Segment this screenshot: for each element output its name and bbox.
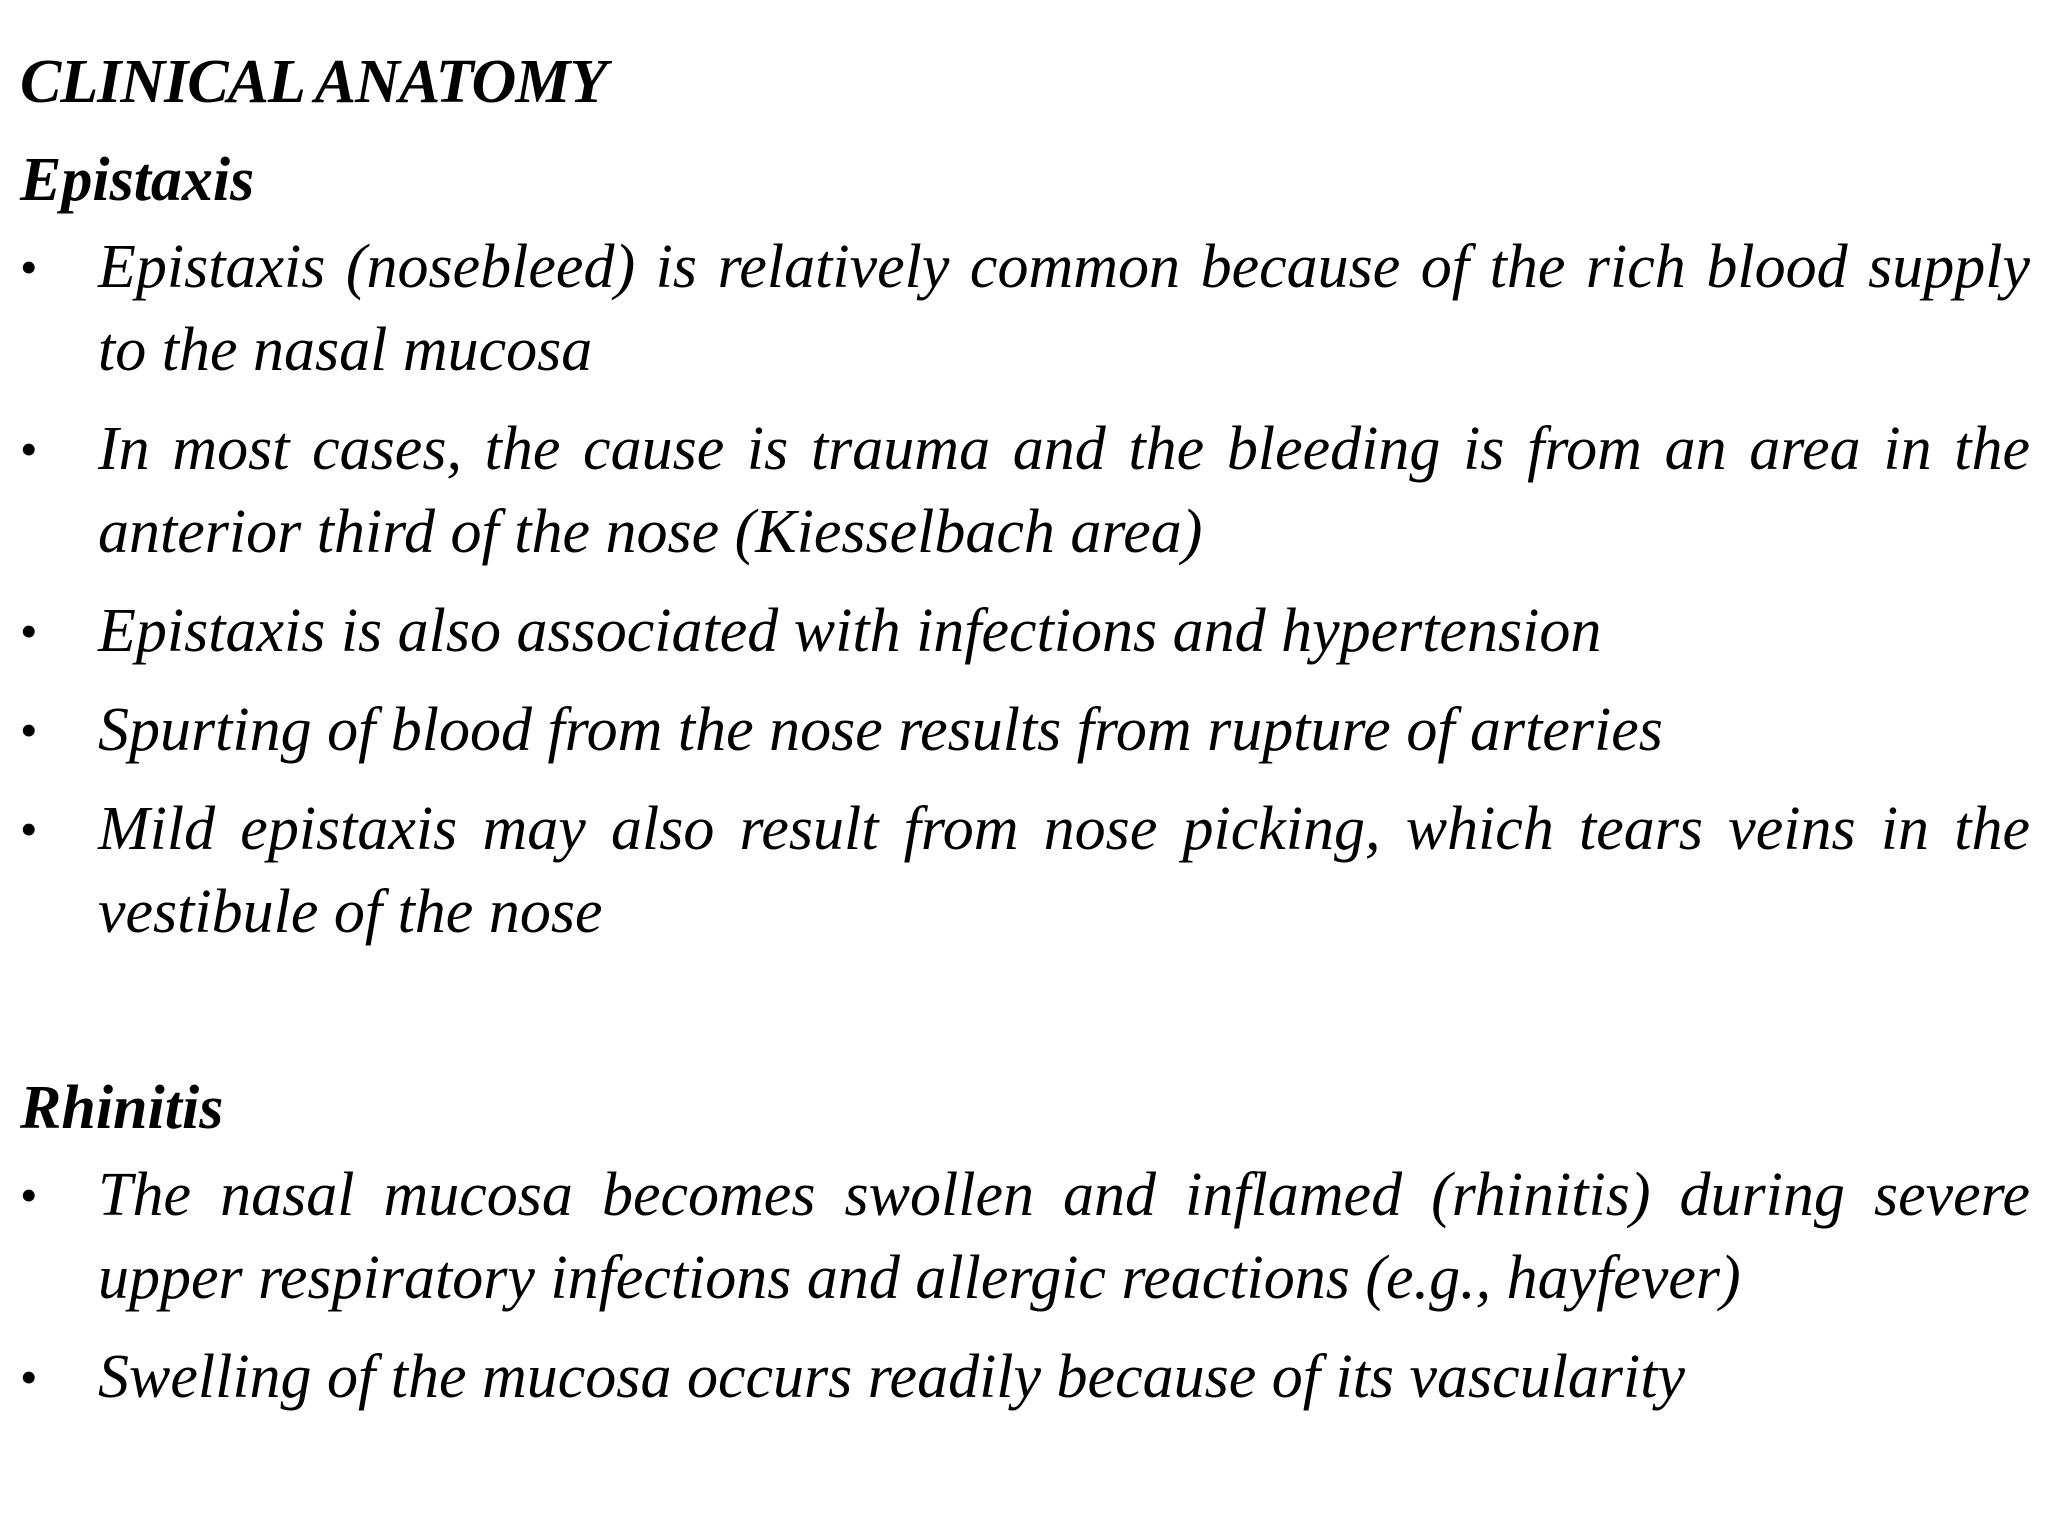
section-heading-rhinitis: Rhinitis <box>20 1074 224 1142</box>
bullet-icon: • <box>20 1349 38 1405</box>
list-item <box>20 408 2030 574</box>
list-item <box>20 788 2030 954</box>
bullet-text: The nasal mucosa becomes swollen and inflamed (rhinitis) during severe upper respiratory infections and allergic reactions (e.g., hayfever) <box>98 1161 2030 1312</box>
slide-content <box>20 30 2030 1435</box>
bullet-icon: • <box>20 239 38 295</box>
list-item <box>20 1154 2030 1320</box>
section-rhinitis <box>20 1062 2030 1419</box>
bullet-text: Swelling of the mucosa occurs readily because of its vascularity <box>98 1343 1686 1411</box>
page-title: CLINICAL ANATOMY <box>20 48 607 116</box>
bullet-text: Epistaxis is also associated with infections and hypertension <box>98 597 1602 665</box>
bullet-icon: • <box>20 801 38 857</box>
bullet-icon: • <box>20 603 38 659</box>
section-spacer <box>20 970 2030 1062</box>
list-item <box>20 689 2030 772</box>
bullet-icon: • <box>20 1167 38 1223</box>
section-heading-epistaxis: Epistaxis <box>20 146 255 214</box>
bullet-list-epistaxis <box>20 226 2030 954</box>
bullet-text: Epistaxis (nosebleed) is relatively common because of the rich blood supply to the nasal mucosa <box>98 233 2030 384</box>
bullet-icon: • <box>20 702 38 758</box>
bullet-text: In most cases, the cause is trauma and the bleeding is from an area in the anterior third of the nose (Kiesselbach area) <box>98 415 2030 566</box>
section-epistaxis <box>20 134 2030 954</box>
bullet-text: Mild epistaxis may also result from nose picking, which tears veins in the vestibule of the nose <box>98 795 2030 946</box>
list-item <box>20 1336 2030 1419</box>
list-item <box>20 226 2030 392</box>
list-item <box>20 590 2030 673</box>
bullet-text: Spurting of blood from the nose results from rupture of arteries <box>98 696 1663 764</box>
bullet-list-rhinitis <box>20 1154 2030 1419</box>
bullet-icon: • <box>20 421 38 477</box>
